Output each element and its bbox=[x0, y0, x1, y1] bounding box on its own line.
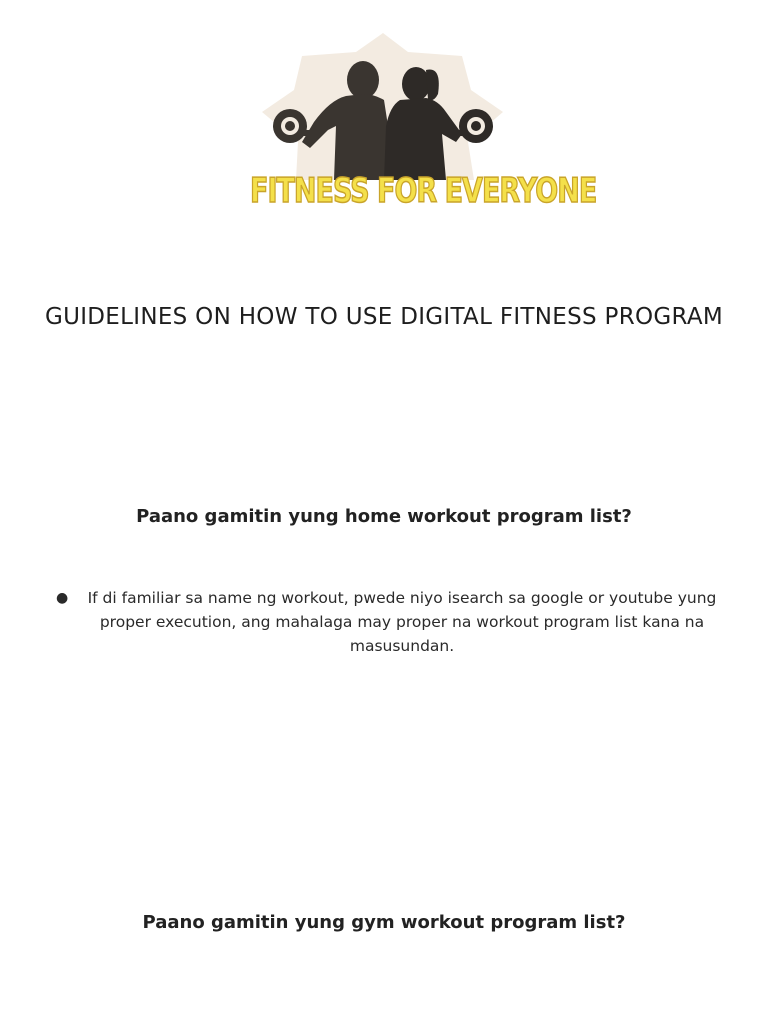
list-item-text: If di familiar sa name ng workout, pwede niyo isearch sa google or youtube yung proper execution, ang mahalaga may proper na workout program list kana na masusundan. bbox=[87, 589, 717, 655]
logo-graphic bbox=[250, 30, 520, 190]
logo-text: FITNESS FOR EVERYONE bbox=[250, 172, 597, 211]
fitness-logo bbox=[250, 30, 597, 215]
bullet-icon: ● bbox=[56, 590, 69, 606]
page-title: GUIDELINES ON HOW TO USE DIGITAL FITNESS PROGRAM bbox=[44, 304, 724, 330]
home-workout-bullet-list bbox=[56, 586, 726, 658]
list-item bbox=[56, 586, 726, 658]
section-heading-gym-workout: Paano gamitin yung gym workout program list? bbox=[142, 912, 626, 933]
section-heading-home-workout: Paano gamitin yung home workout program list? bbox=[136, 506, 632, 527]
